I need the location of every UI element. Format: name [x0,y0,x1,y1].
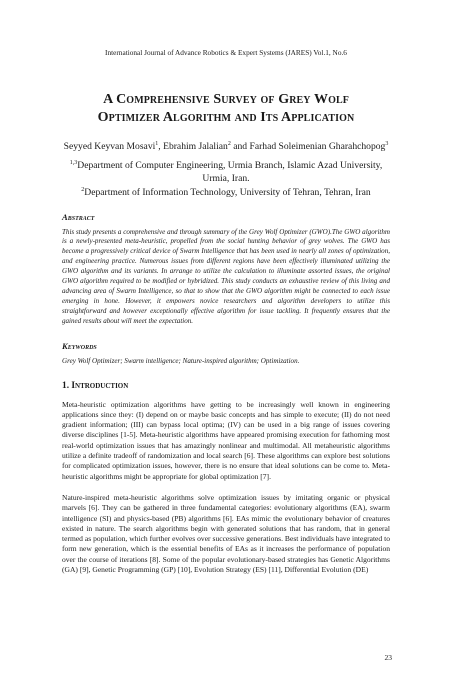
affiliation-2-text: Department of Information Technology, University of Tehran, Tehran, Iran [84,187,371,198]
author-3-name: Farhad Soleimenian Gharahchopog [249,141,386,152]
introduction-paragraph-1: Meta-heuristic optimization algorithms have getting to be increasingly well known in engineering applications since they: (I) depend on or maybe basic concepts and has simple to execute; (II) do not need gradient information; (III) can bypass local optima; (IV) can be used in a big range of issues covering diverse disciplines [1-5]. Meta-heuristic algorithms have appeared promising execution for fathoming most real-world optimization issues that has amazingly nonlinear and multimodal. All metaheuristic algorithms utilize a definite tradeoff of randomization and local search [6]. These algorithms can explore best solutions for complicated optimization issues, however, there is no ensure that ideal solutions can be come to. Meta-heuristic algorithms might be appropriate for global optimization [7]. [62,399,390,481]
author-1-sup: 1 [155,140,159,147]
affiliation-2 [62,187,390,200]
journal-header: International Journal of Advance Robotics & Expert Systems (JARES) Vol.1, No.6 [105,48,347,57]
affiliation-2-sup: 2 [81,186,85,193]
author-and: and [230,141,250,152]
abstract-heading: Abstract [62,211,95,222]
introduction-heading: 1. Introduction [62,380,129,391]
author-3-sup: 3 [385,140,389,147]
title-line-2: Optimizer Algorithm and Its Application [97,110,355,125]
keywords-text: Grey Wolf Optimizer; Swarm intelligence; Nature-inspired algorithm; Optimization. [62,356,300,365]
author-list [62,140,390,153]
paper-title [62,91,390,127]
title-line-1: A Comprehensive Survey of Grey Wolf [103,92,349,107]
keywords-heading: Keywords [62,340,97,351]
page-number: 23 [384,653,392,662]
affiliation-1 [62,160,390,185]
affiliation-1-text: Department of Computer Engineering, Urmia Branch, Islamic Azad University, Urmia, Iran. [77,160,383,184]
author-2-name: Ebrahim Jalalian [163,141,228,152]
author-separator: , [158,141,164,152]
author-2-sup: 2 [227,140,231,147]
introduction-paragraph-2: Nature-inspired meta-heuristic algorithms solve optimization issues by imitating organic or physical marvels [6]. They can be gathered in three fundamental categories: evolutionary algorithms (EA), swarm intelligence (SI) and physics-based (PB) algorithms [6]. EAs mimic the evolutionary behavior of creatures existed in nature. The search algorithms begin with generated solutions that has random, that in general termed as population, which further evolves over successive generations. Best individuals have integrated to form new generation, which is the essential benefits of EAs as it increases the performance of population over the course of iterations [8]. Some of the popular evolutionary-based strategies has Genetic Algorithms (GA) [9], Genetic Programming (GP) [10], Evolution Strategy (ES) [11], Differential Evolution (DE) [62,492,390,575]
abstract-text: This study presents a comprehensive and through summary of the Grey Wolf Optimizer (GWO).The GWO algorithm is a newly-presented meta-heuristic, propelled from the social hunting behavior of grey wolves. The GWO has become a progressively critical device of Swarm Intelligence that has been used in nearly all zones of optimization, and engineering practice. Numerous issues from different regions have been effectively illuminated utilizing the GWO algorithm and its variants. In arrange to utilize the calculation to illuminate assorted issues, the original GWO algorithm required to be modified or hybridized. This study conducts an exhaustive review of this living and advancing area of Swarm Intelligence, so that to show that the GWO algorithm might be connected to each issue emerging in hone. However, it empowers novice researchers and algorithm developers to utilize this straightforward and however exceptionally effective algorithm for issue tackling. It frequently ensures that the gained results about will meet the expectation. [62,227,390,325]
affiliation-1-sup: 1,3 [69,159,78,166]
author-1-name: Seyyed Keyvan Mosavi [63,141,156,152]
paper-page [0,48,452,688]
